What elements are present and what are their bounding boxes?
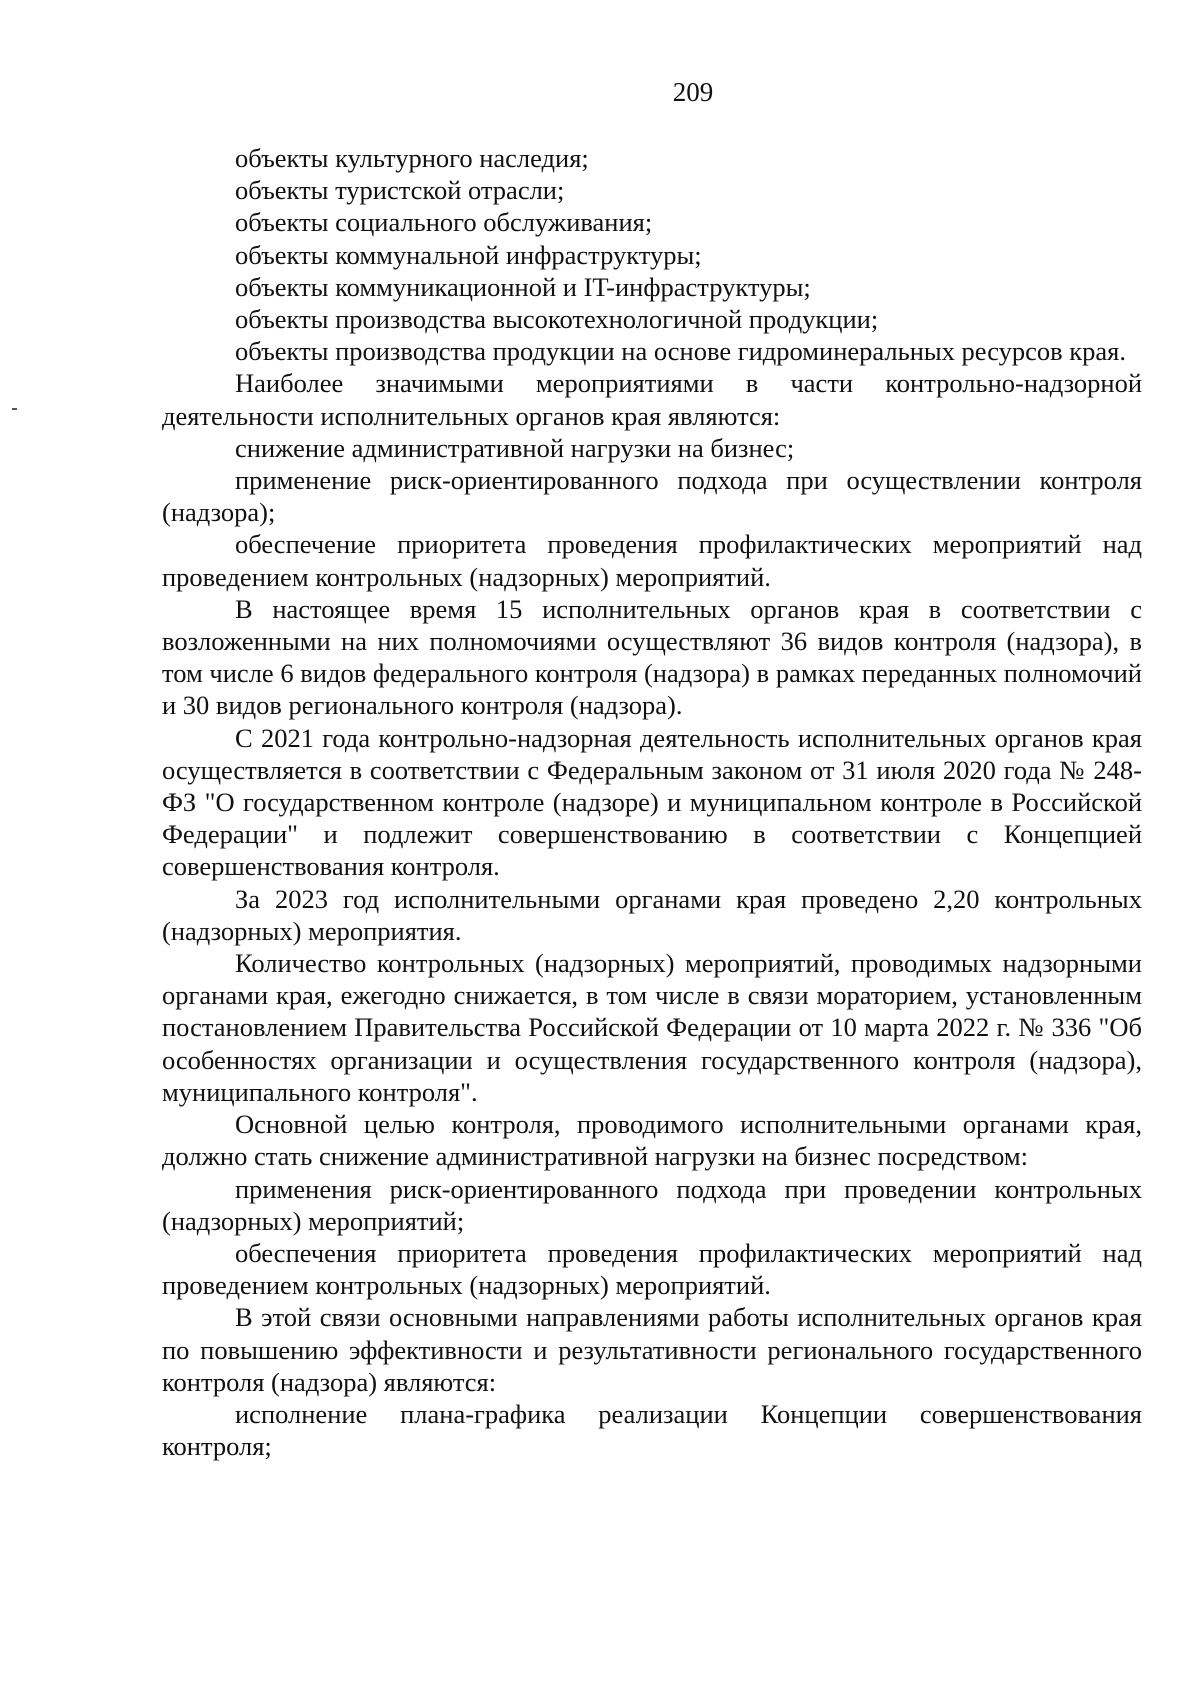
list-item-reduce-burden: снижение административной нагрузки на бизнес; bbox=[235, 432, 795, 463]
list-item-risk-approach: применение риск-ориентированного подхода при осуществлении контроля (надзора); bbox=[162, 465, 1142, 528]
list-item-high-tech-production: объекты производства высокотехнологичной продукции; bbox=[235, 304, 879, 335]
list-item-communal-infrastructure: объекты коммунальной инфраструктуры; bbox=[235, 239, 702, 270]
paragraph-key-measures: Наиболее значимыми мероприятиями в части контрольно-надзорной деятельности исполнительных органов края являются: bbox=[162, 368, 1142, 431]
paragraph-current-state: В настоящее время 15 исполнительных органов края в соответствии с возложенными на них полномочиями осуществляют 36 видов контроля (надзора), в том числе 6 видов федерального контроля (надзора) в рамках переданных полномочий и 30 видов регионального контроля (надзора). bbox=[162, 593, 1142, 721]
list-item-social-services: объекты социального обслуживания; bbox=[235, 207, 653, 238]
paragraph-2023-results: За 2023 год исполнительными органами края проведено 2,20 контрольных (надзорных) мероприятия. bbox=[162, 883, 1142, 946]
list-item-apply-risk-approach: применения риск-ориентированного подхода при проведении контрольных (надзорных) мероприятий; bbox=[162, 1173, 1142, 1236]
list-item-ensure-prevention: обеспечения приоритета проведения профилактических мероприятий над проведением контрольных (надзорных) мероприятий. bbox=[162, 1237, 1142, 1301]
list-item-tourism: объекты туристской отрасли; bbox=[235, 175, 565, 206]
list-item-it-infrastructure: объекты коммуникационной и IT-инфраструктуры; bbox=[235, 271, 811, 302]
list-item-concept-plan: исполнение плана-графика реализации Концепции совершенствования контроля; bbox=[162, 1398, 1142, 1462]
list-item-hydromineral-production: объекты производства продукции на основе гидроминеральных ресурсов края. bbox=[235, 336, 1126, 367]
paragraph-main-goal: Основной целью контроля, проводимого исполнительными органами края, должно стать снижение административной нагрузки на бизнес посредством: bbox=[162, 1109, 1142, 1172]
scan-mark bbox=[12, 408, 17, 410]
list-item-prevention-priority: обеспечение приоритета проведения профилактических мероприятий над проведением контрольных (надзорных) мероприятий. bbox=[162, 529, 1142, 592]
list-item-cultural-heritage: объекты культурного наследия; bbox=[235, 143, 589, 173]
page-number: 209 bbox=[672, 77, 714, 107]
paragraph-main-directions: В этой связи основными направлениями работы исполнительных органов края по повышению эффективности и результативности регионального государственного контроля (надзора) являются: bbox=[162, 1302, 1142, 1397]
paragraph-federal-law: С 2021 года контрольно-надзорная деятельность исполнительных органов края осуществляется в соответствии с Федеральным законом от 31 июля 2020 года № 248-ФЗ "О государственном контроле (надзоре) и муниципальном контроле в Российской Федерации" и подлежит совершенствованию в соответствии с Концепцией совершенствования контроля. bbox=[162, 722, 1142, 882]
paragraph-moratorium: Количество контрольных (надзорных) мероприятий, проводимых надзорными органами края, ежегодно снижается, в том числе в связи мораторием, установленным постановлением Правительства Российской Федерации от 10 марта 2022 г. № 336 "Об особенностях организации и осуществления государственного контроля (надзора), муниципального контроля". bbox=[162, 948, 1142, 1107]
document-body bbox=[162, 142, 1142, 1462]
